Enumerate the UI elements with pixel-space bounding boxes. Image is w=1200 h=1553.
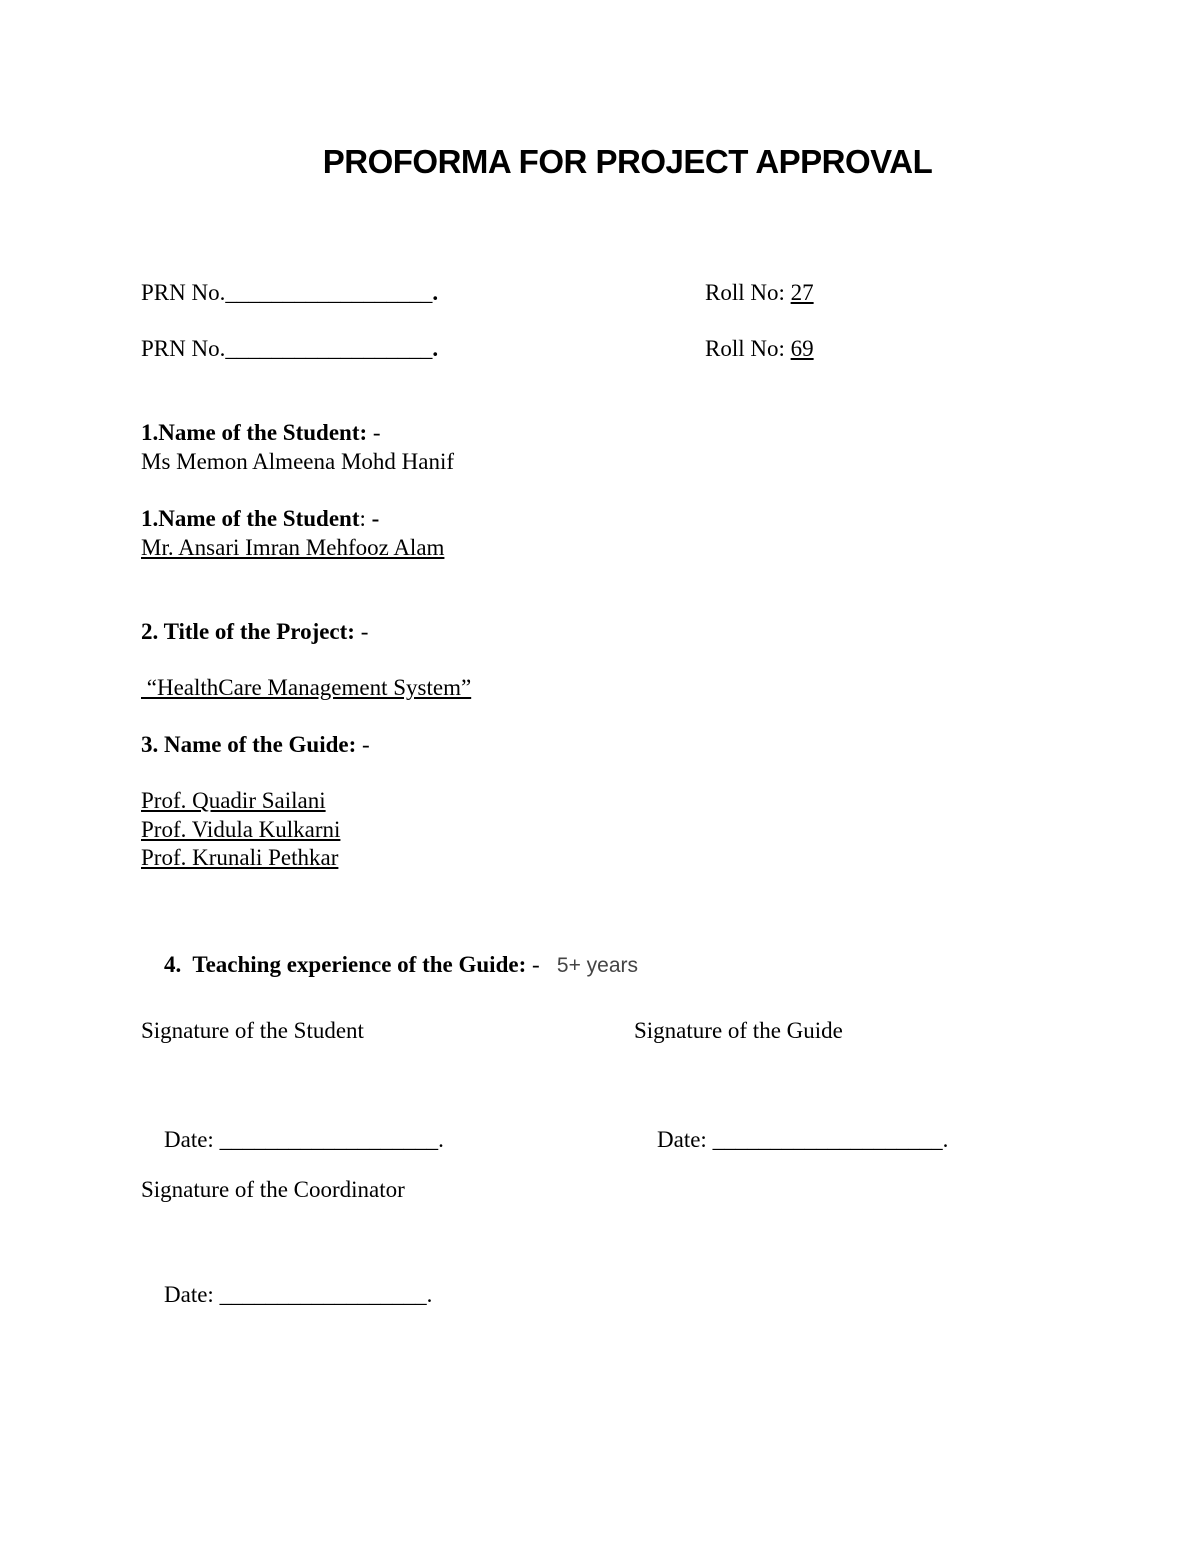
prn-label: PRN No.	[141, 336, 226, 361]
experience-value: 5+ years	[556, 954, 639, 977]
guide-dash: -	[356, 732, 370, 757]
project-title: “HealthCare Management System”	[141, 675, 472, 700]
roll-label: Roll No:	[705, 280, 785, 305]
student-label-2	[141, 504, 379, 533]
student-colon: :	[359, 506, 366, 531]
roll-label: Roll No:	[705, 336, 785, 361]
prn-line-1	[141, 278, 438, 307]
date-label: Date:	[164, 1282, 220, 1307]
prn-label: PRN No.	[141, 280, 226, 305]
signature-coordinator: Signature of the Coordinator	[141, 1177, 405, 1202]
date-blank: ___________________	[219, 1127, 439, 1152]
date-end: .	[942, 1127, 949, 1152]
guide-name-3: Prof. Krunali Pethkar	[141, 845, 339, 870]
guide-name-1: Prof. Quadir Sailani	[141, 788, 326, 813]
date-end: .	[426, 1282, 433, 1307]
student-name-1: Ms Memon Almeena Mohd Hanif	[141, 449, 455, 474]
guide-name-2: Prof. Vidula Kulkarni	[141, 817, 341, 842]
page-title: PROFORMA FOR PROJECT APPROVAL	[322, 143, 933, 180]
date-label: Date:	[657, 1127, 713, 1152]
student-field-label: 1.Name of the Student:	[141, 420, 368, 445]
roll-value: 69	[790, 336, 814, 361]
date-end: .	[438, 1127, 444, 1152]
date-coordinator	[141, 1251, 432, 1338]
roll-line-1	[705, 278, 814, 307]
roll-line-2	[705, 334, 814, 363]
prn-blank: __________________	[225, 336, 433, 361]
roll-value: 27	[790, 280, 814, 305]
signature-guide: Signature of the Guide	[634, 1018, 843, 1043]
project-field-label: 2. Title of the Project:	[141, 619, 355, 644]
project-dash: -	[354, 619, 369, 644]
guide-field-label: 3. Name of the Guide:	[141, 732, 357, 757]
guide-label	[141, 730, 370, 759]
date-blank: __________________	[219, 1282, 427, 1307]
signature-student: Signature of the Student	[141, 1018, 364, 1043]
student-name-2: Mr. Ansari Imran Mehfooz Alam	[141, 535, 445, 560]
student-dash: -	[365, 506, 380, 531]
experience-dash: -	[526, 952, 540, 977]
experience-field-label: 4. Teaching experience of the Guide:	[164, 952, 527, 977]
date-label: Date:	[164, 1127, 220, 1152]
prn-line-2	[141, 334, 438, 363]
project-label	[141, 617, 368, 646]
prn-blank: __________________	[225, 280, 433, 305]
student-label-1	[141, 418, 381, 447]
date-guide	[634, 1096, 948, 1183]
experience-line	[141, 921, 638, 1009]
prn-end: .	[432, 280, 439, 305]
prn-end: .	[432, 336, 439, 361]
student-dash: -	[367, 420, 381, 445]
date-blank: ____________________	[712, 1127, 943, 1152]
date-student	[141, 1096, 444, 1183]
student-field-label: 1.Name of the Student	[141, 506, 360, 531]
